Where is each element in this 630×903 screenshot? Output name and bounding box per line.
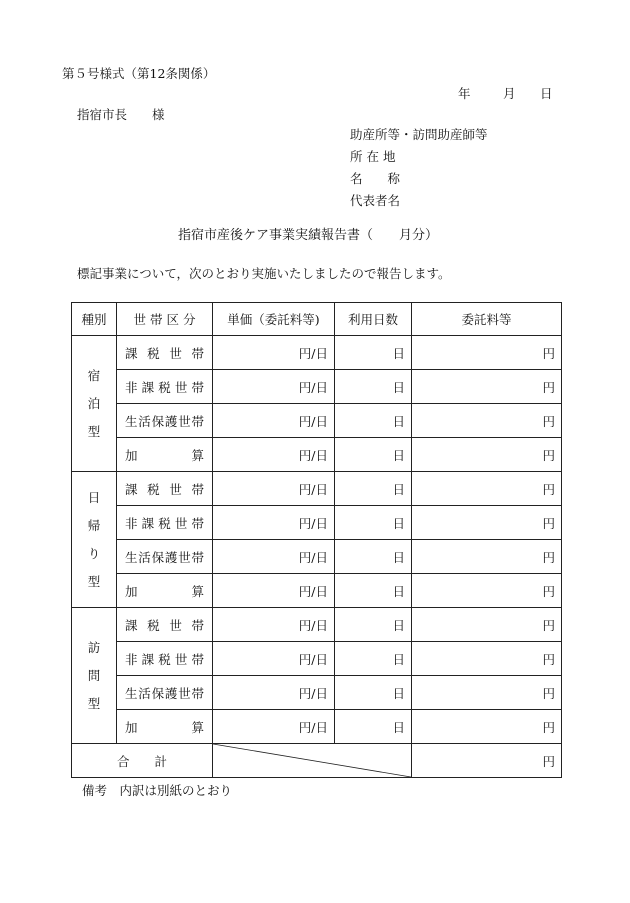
unit-price-cell: 円/日 bbox=[213, 608, 335, 642]
total-label: 合 計 bbox=[72, 744, 213, 778]
date-line bbox=[458, 84, 553, 102]
date-month: 月 bbox=[503, 86, 516, 101]
date-day: 日 bbox=[540, 86, 553, 101]
days-cell: 日 bbox=[335, 676, 412, 710]
table-row bbox=[72, 438, 562, 472]
date-year: 年 bbox=[458, 86, 471, 101]
table-row bbox=[72, 574, 562, 608]
days-cell: 日 bbox=[335, 642, 412, 676]
total-fee-cell: 円 bbox=[412, 744, 562, 778]
report-table bbox=[71, 302, 562, 778]
days-cell: 日 bbox=[335, 472, 412, 506]
header-row bbox=[72, 303, 562, 336]
household-label: 生活保護世帯 bbox=[117, 540, 213, 574]
fee-cell: 円 bbox=[412, 370, 562, 404]
table-row bbox=[72, 540, 562, 574]
unit-price-cell: 円/日 bbox=[213, 540, 335, 574]
type-cell bbox=[72, 608, 117, 744]
header-household: 世 帯 区 分 bbox=[117, 303, 213, 336]
household-label: 課税世帯 bbox=[117, 608, 213, 642]
diagonal-line bbox=[213, 744, 411, 777]
fee-cell: 円 bbox=[412, 404, 562, 438]
unit-price-cell: 円/日 bbox=[213, 336, 335, 370]
fee-cell: 円 bbox=[412, 336, 562, 370]
remarks-note: 備考 内訳は別紙のとおり bbox=[82, 783, 233, 798]
days-cell: 日 bbox=[335, 710, 412, 744]
sender-block bbox=[350, 124, 488, 212]
sender-org: 助産所等・訪問助産師等 bbox=[350, 127, 488, 142]
addressee: 指宿市長 様 bbox=[77, 107, 165, 122]
table-row bbox=[72, 472, 562, 506]
fee-cell: 円 bbox=[412, 506, 562, 540]
total-row bbox=[72, 744, 562, 778]
type-cell bbox=[72, 472, 117, 608]
unit-price-cell: 円/日 bbox=[213, 506, 335, 540]
fee-cell: 円 bbox=[412, 472, 562, 506]
household-label: 加算 bbox=[117, 574, 213, 608]
table-row bbox=[72, 336, 562, 370]
household-label: 課税世帯 bbox=[117, 472, 213, 506]
unit-price-cell: 円/日 bbox=[213, 404, 335, 438]
header-days: 利用日数 bbox=[335, 303, 412, 336]
total-blank-cell bbox=[213, 744, 412, 778]
form-number: 第５号様式（第12条関係） bbox=[62, 66, 216, 81]
table-row bbox=[72, 642, 562, 676]
days-cell: 日 bbox=[335, 438, 412, 472]
household-label: 非課税世帯 bbox=[117, 642, 213, 676]
table-row bbox=[72, 676, 562, 710]
unit-price-cell: 円/日 bbox=[213, 710, 335, 744]
unit-price-cell: 円/日 bbox=[213, 642, 335, 676]
header-fee: 委託料等 bbox=[412, 303, 562, 336]
sender-address: 所 在 地 bbox=[350, 149, 396, 164]
days-cell: 日 bbox=[335, 404, 412, 438]
days-cell: 日 bbox=[335, 370, 412, 404]
table-row bbox=[72, 710, 562, 744]
household-label: 加算 bbox=[117, 710, 213, 744]
table-row bbox=[72, 370, 562, 404]
unit-price-cell: 円/日 bbox=[213, 472, 335, 506]
header-type: 種別 bbox=[72, 303, 117, 336]
unit-price-cell: 円/日 bbox=[213, 438, 335, 472]
type-label: 日 帰 り 型 bbox=[87, 489, 101, 589]
fee-cell: 円 bbox=[412, 574, 562, 608]
unit-price-cell: 円/日 bbox=[213, 370, 335, 404]
days-cell: 日 bbox=[335, 540, 412, 574]
intro-text: 標記事業について，次のとおり実施いたしましたので報告します。 bbox=[77, 266, 451, 281]
household-label: 課税世帯 bbox=[117, 336, 213, 370]
unit-price-cell: 円/日 bbox=[213, 676, 335, 710]
fee-cell: 円 bbox=[412, 710, 562, 744]
type-label: 訪 問 型 bbox=[87, 639, 101, 711]
days-cell: 日 bbox=[335, 336, 412, 370]
days-cell: 日 bbox=[335, 608, 412, 642]
household-label: 生活保護世帯 bbox=[117, 676, 213, 710]
table-row bbox=[72, 608, 562, 642]
household-label: 生活保護世帯 bbox=[117, 404, 213, 438]
household-label: 加算 bbox=[117, 438, 213, 472]
type-cell bbox=[72, 336, 117, 472]
fee-cell: 円 bbox=[412, 608, 562, 642]
fee-cell: 円 bbox=[412, 676, 562, 710]
household-label: 非課税世帯 bbox=[117, 370, 213, 404]
table-row bbox=[72, 404, 562, 438]
fee-cell: 円 bbox=[412, 438, 562, 472]
type-label: 宿 泊 型 bbox=[87, 367, 101, 439]
days-cell: 日 bbox=[335, 506, 412, 540]
sender-representative: 代表者名 bbox=[350, 193, 401, 208]
fee-cell: 円 bbox=[412, 540, 562, 574]
sender-name: 名 称 bbox=[350, 171, 401, 186]
unit-price-cell: 円/日 bbox=[213, 574, 335, 608]
days-cell: 日 bbox=[335, 574, 412, 608]
fee-cell: 円 bbox=[412, 642, 562, 676]
document-title: 指宿市産後ケア事業実績報告書（ 月分） bbox=[178, 228, 439, 243]
household-label: 非課税世帯 bbox=[117, 506, 213, 540]
table-row bbox=[72, 506, 562, 540]
header-unit-price: 単価（委託料等) bbox=[213, 303, 335, 336]
